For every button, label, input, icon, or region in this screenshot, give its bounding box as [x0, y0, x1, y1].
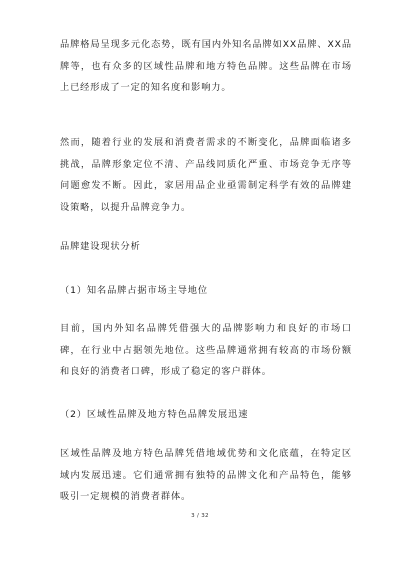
paragraph-brand-landscape: 品牌格局呈现多元化态势，既有国内外知名品牌如XX品牌、XX品牌等，也有众多的区域性品牌和地方特色品牌。这些品牌在市场上已经形成了一定的知名度和影响力。: [60, 39, 352, 93]
subheading-regional-brands: （2）区域性品牌及地方特色品牌发展迅速: [60, 409, 249, 420]
subheading-famous-brands: （1）知名品牌占据市场主导地位: [60, 285, 208, 296]
paragraph-challenges: 然而，随着行业的发展和消费者需求的不断变化，品牌面临诸多挑战，品牌形象定位不清、产品线同质化严重、市场竞争无序等问题愈发不断。因此，家居用品企业亟需制定科学有效的品牌建设策略，以提升品牌竞争力。: [60, 137, 352, 213]
paragraph-famous-brands: 目前，国内外知名品牌凭借强大的品牌影响力和良好的市场口碑，在行业中占据领先地位。这些品牌通常拥有较高的市场份额和良好的消费者口碑，形成了稳定的客户群体。: [60, 323, 352, 377]
section-heading-status-analysis: 品牌建设现状分析: [60, 241, 141, 252]
page-number: 3 / 32: [191, 513, 209, 519]
paragraph-regional-brands: 区域性品牌及地方特色品牌凭借地域优势和文化底蕴，在特定区域内发展迅速。它们通常拥有独特的品牌文化和产品特色，能够吸引一定规模的消费者群体。: [60, 448, 352, 502]
